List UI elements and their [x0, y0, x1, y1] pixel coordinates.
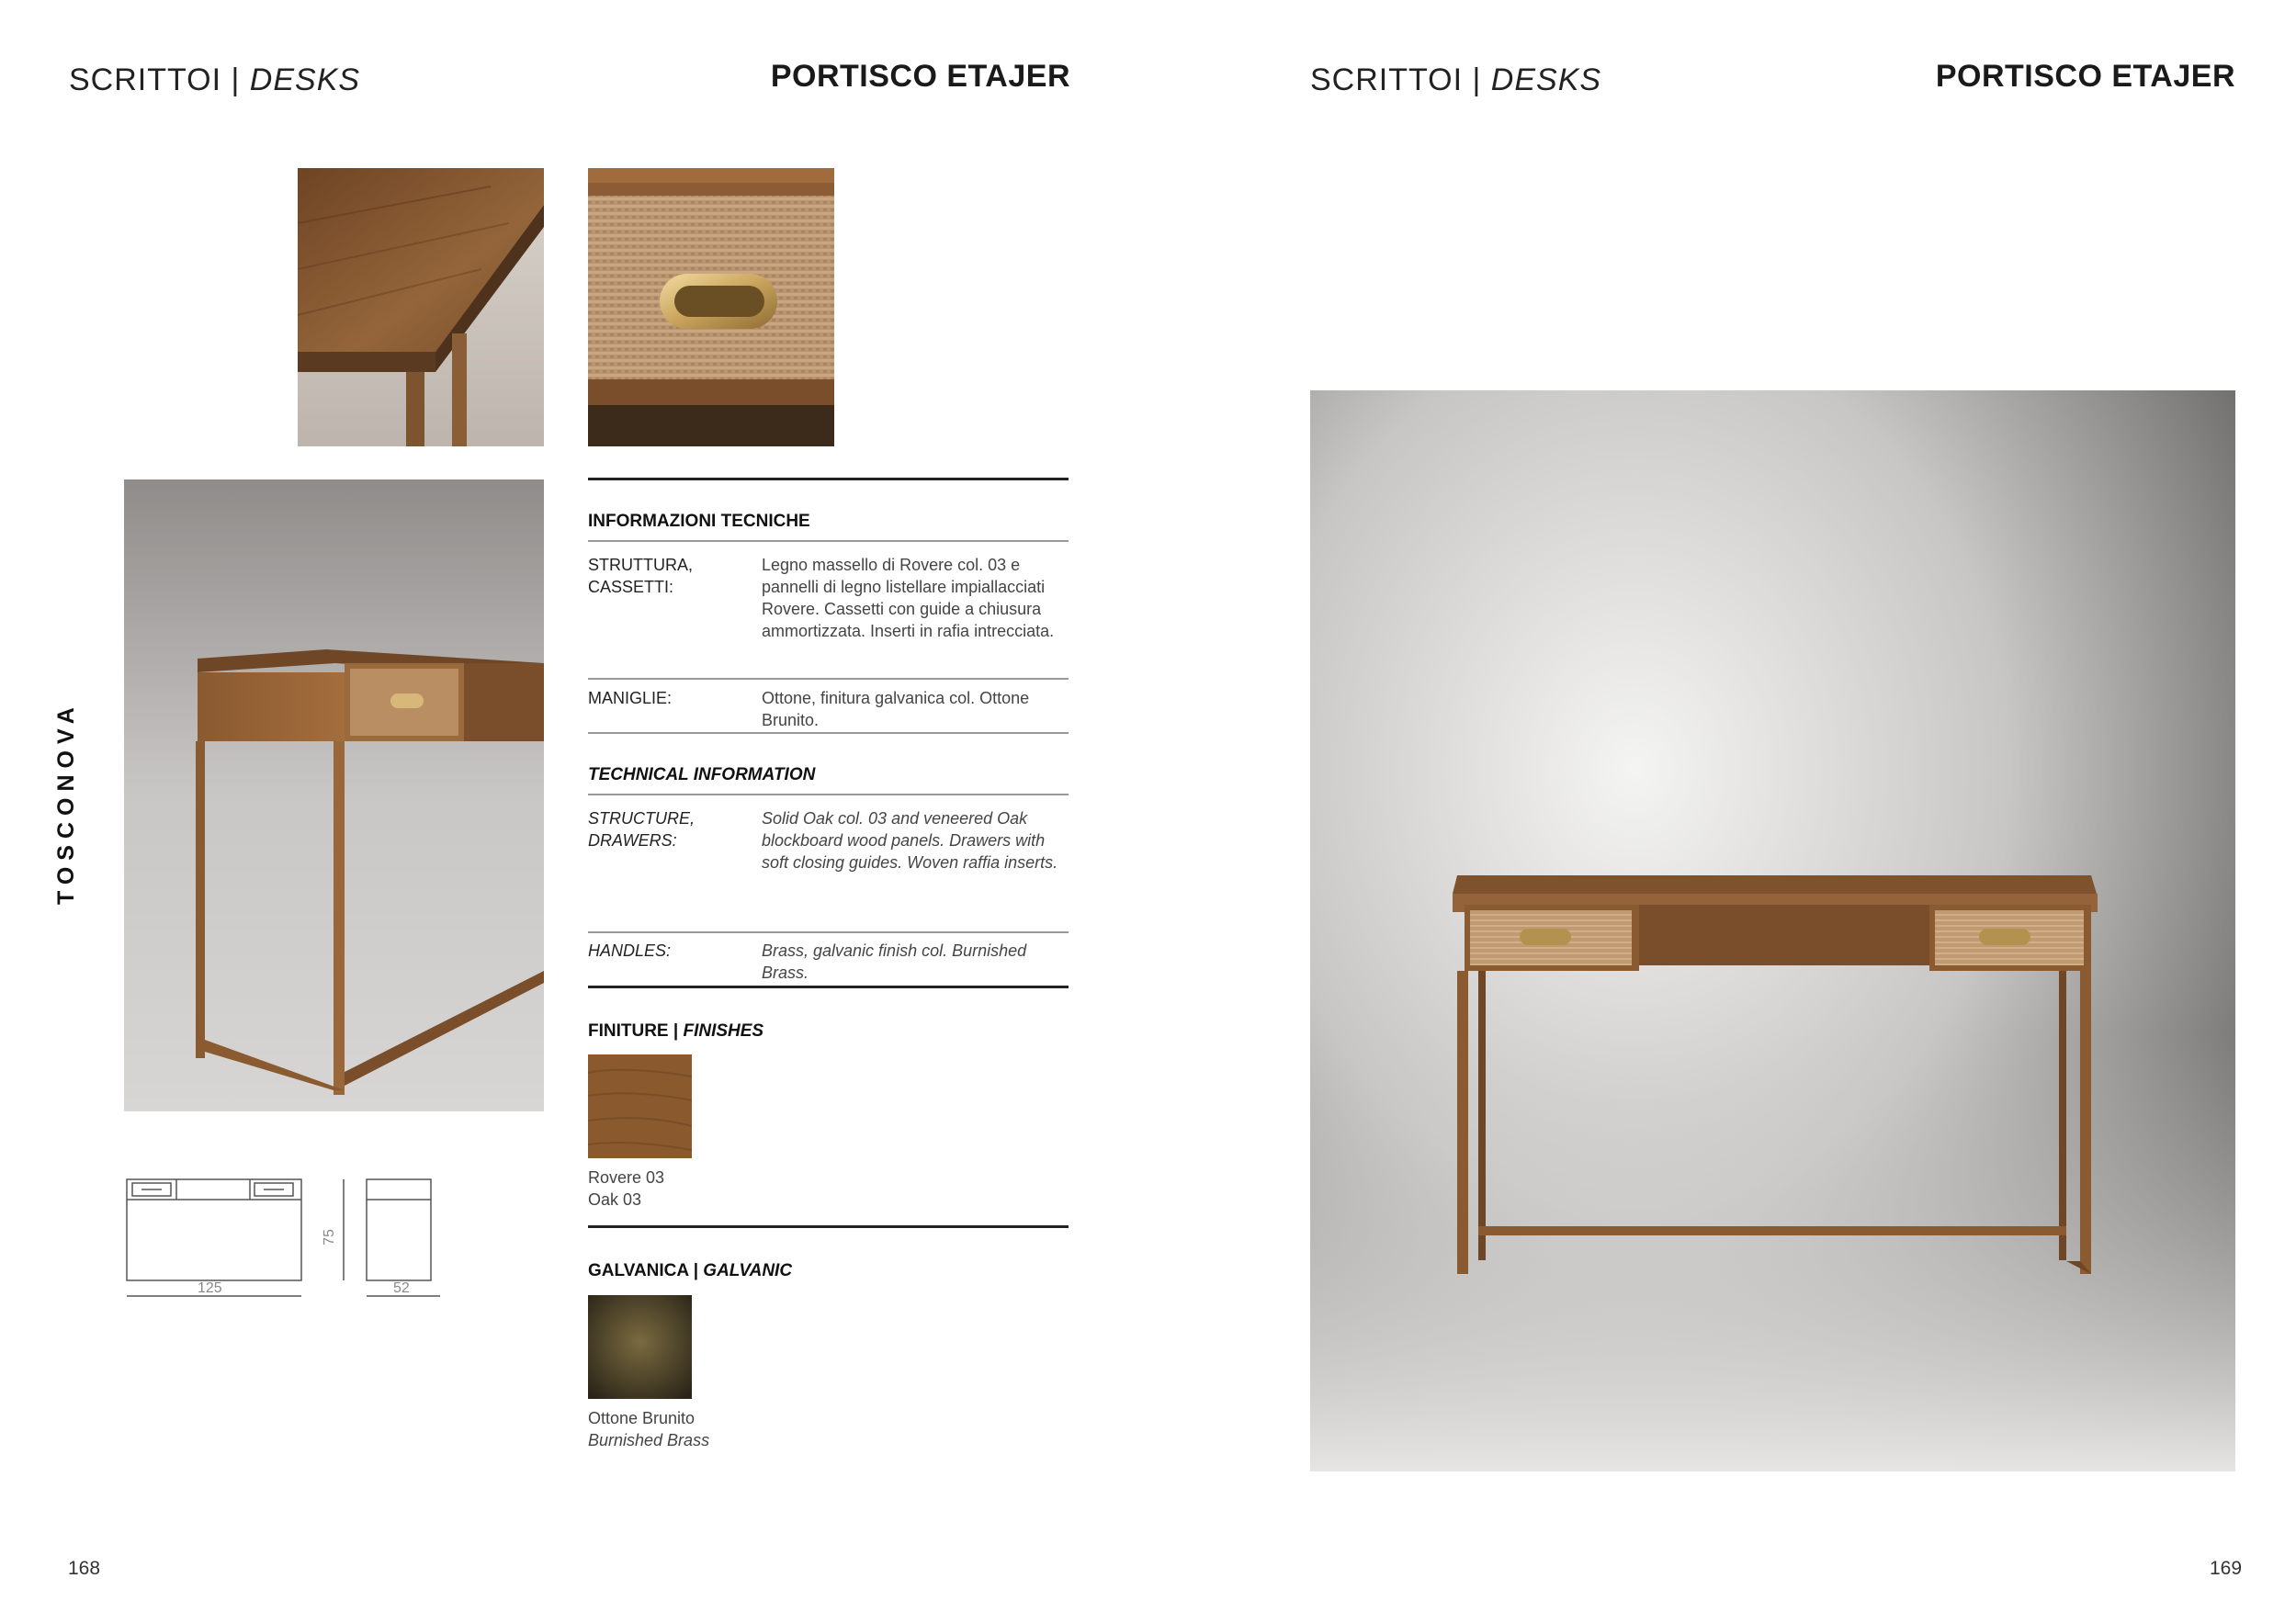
handle-detail-photo	[588, 168, 834, 446]
tech-row-label: HANDLES:	[588, 941, 672, 960]
dim-depth-label: 52	[393, 1280, 410, 1296]
dim-height-label: 75	[321, 1229, 337, 1246]
category-italian: SCRITTOI	[1310, 62, 1464, 97]
corner-detail-photo	[298, 168, 544, 446]
tech-info-it-title: INFORMAZIONI TECNICHE	[588, 512, 810, 531]
header-separator: |	[221, 62, 250, 97]
galvanic-caption: Ottone Brunito Burnished Brass	[588, 1409, 710, 1449]
dim-width-label: 125	[198, 1280, 222, 1296]
product-title: PORTISCO ETAJER	[1935, 59, 2235, 94]
divider	[588, 478, 1069, 480]
tech-row-label: STRUCTURE, DRAWERS:	[588, 809, 695, 850]
category-italian: SCRITTOI	[69, 62, 222, 97]
page-number-left: 168	[68, 1558, 101, 1579]
divider	[588, 931, 1069, 933]
tech-row-value: Ottone, finitura galvanica col. Ottone Brunito.	[762, 689, 1030, 729]
tech-row-label: STRUTTURA, CASSETTI:	[588, 556, 693, 596]
divider	[588, 1225, 1069, 1228]
divider	[588, 986, 1069, 988]
product-title: PORTISCO ETAJER	[770, 59, 1070, 94]
finishes-title: FINITURE | FINISHES	[588, 1021, 764, 1041]
category-english: DESKS	[1490, 62, 1602, 97]
burnished-brass-swatch	[588, 1295, 692, 1399]
tech-row-value: Legno massello di Rovere col. 03 e pannelli di legno listellare impiallacciati Rovere. Cassetti con guide a chiusura ammortizzata. Inserti in rafia intrecciata.	[762, 556, 1055, 640]
divider	[588, 540, 1069, 542]
section-header	[1310, 62, 1601, 98]
tech-row-label: MANIGLIE:	[588, 689, 673, 707]
galvanic-title: GALVANICA | GALVANIC	[588, 1261, 793, 1280]
finish-caption: Rovere 03 Oak 03	[588, 1168, 665, 1209]
brand-logo-vertical: TOSCONOVA	[53, 701, 79, 905]
section-header	[69, 62, 360, 98]
divider	[588, 678, 1069, 680]
tech-row-value: Brass, galvanic finish col. Burnished Brass.	[762, 941, 1027, 982]
divider	[588, 732, 1069, 734]
header-separator: |	[1463, 62, 1491, 97]
oak-finish-swatch	[588, 1054, 692, 1158]
tech-info-en-title: TECHNICAL INFORMATION	[588, 765, 816, 784]
tech-row-value: Solid Oak col. 03 and veneered Oak blockboard wood panels. Drawers with soft closing guides. Woven raffia inserts.	[762, 809, 1058, 872]
page-number-right: 169	[2210, 1558, 2243, 1579]
category-english: DESKS	[249, 62, 361, 97]
desk-angle-photo	[124, 479, 544, 1111]
divider	[588, 794, 1069, 795]
desk-front-photo	[1310, 390, 2235, 1471]
